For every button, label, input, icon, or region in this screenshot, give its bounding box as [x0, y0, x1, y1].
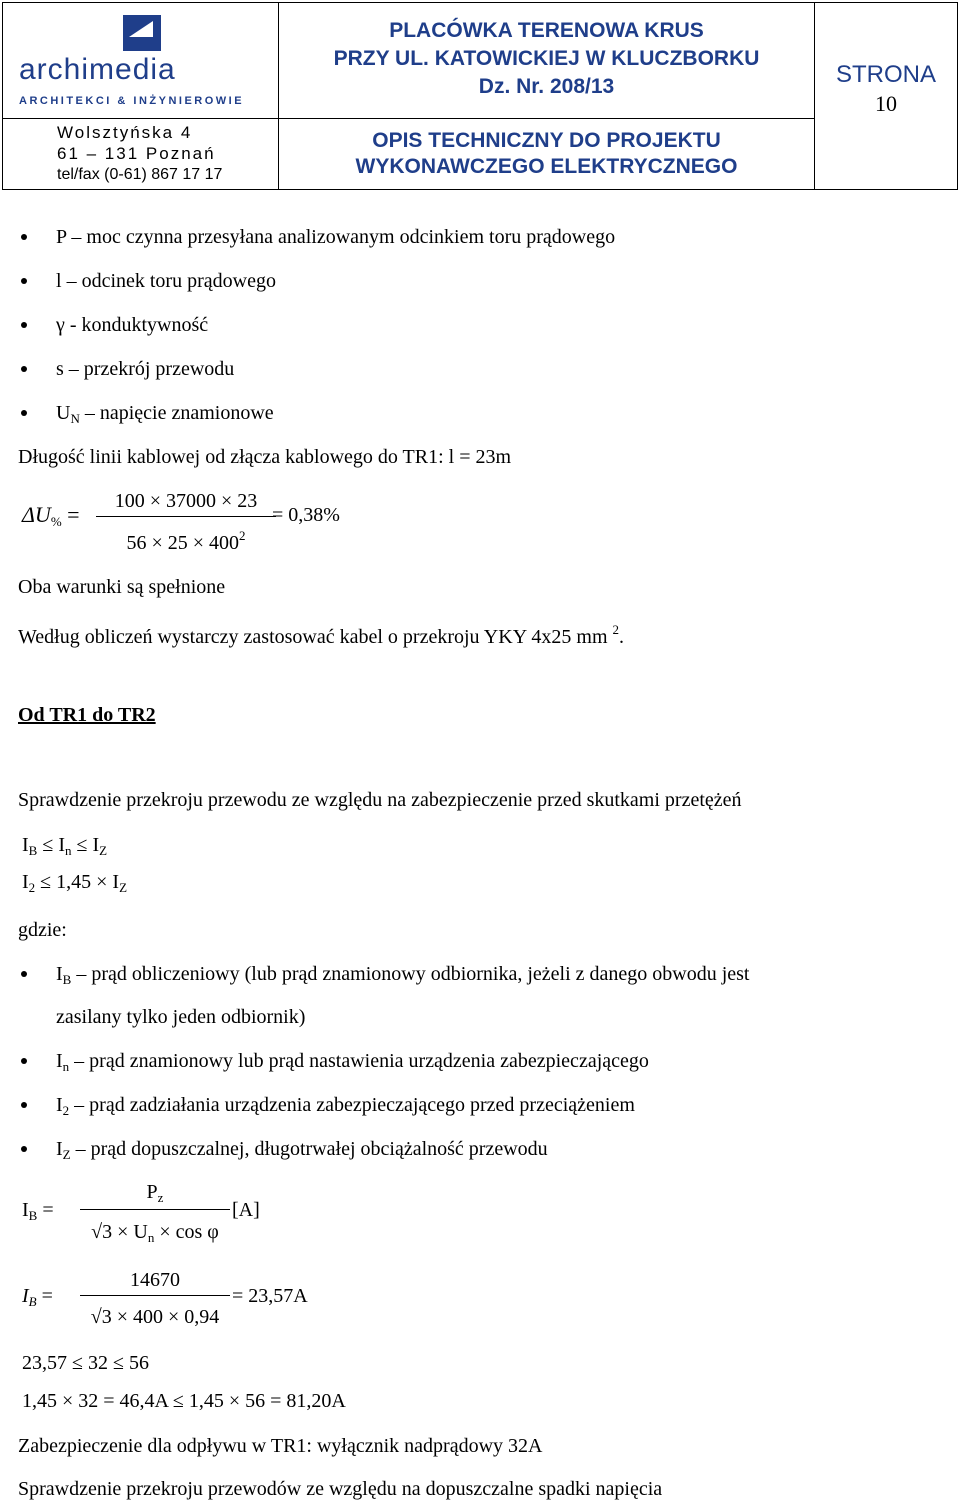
formula1-result: = 0,38% — [272, 504, 340, 526]
list-item: $U_N$ – napięcie znamionowe — [56, 402, 274, 426]
project-title-line1: PLACÓWKA TERENOWA KRUS — [389, 19, 704, 42]
cable-length-text: Długość linii kablowej od złącza kablowego do TR1: l = 23m — [18, 446, 512, 468]
conclusion-text: Oba warunki są spełnione — [18, 576, 226, 598]
protection-text: Zabezpieczenie dla odpływu w TR1: wyłącznik nadprądowy 32A — [18, 1435, 543, 1457]
list-item: s – przekrój przewodu — [56, 358, 235, 380]
bullet-icon — [21, 322, 27, 328]
formula1-lhs: $\Delta U_{\%}$ = — [22, 502, 80, 529]
formula2-lhs: $I_B$ = — [22, 1199, 54, 1223]
condition-1: $I_B \le I_n \le I_Z$ — [22, 834, 108, 858]
doc-type-line2: WYKONAWCZEGO ELEKTRYCZNEGO — [355, 155, 738, 178]
formula3-result: = 23,57A — [232, 1285, 308, 1307]
fraction-bar — [96, 516, 276, 517]
list-item: $I_Z$ – prąd dopuszczalnej, długotrwałej obciążalność przewodu — [56, 1138, 548, 1162]
header-title-cell — [279, 3, 815, 189]
bullet-icon — [21, 234, 27, 240]
fraction-bar — [80, 1209, 230, 1210]
inequality-2: 1,45 × 32 = 46,4A ≤ 1,45 × 56 = 81,20A — [22, 1390, 346, 1412]
archimedia-logo-icon — [123, 15, 161, 51]
header-page-cell — [815, 3, 957, 189]
company-brand: archimedia — [19, 53, 176, 86]
condition-2: $I_2 \le 1,45 \times I_Z$ — [22, 871, 128, 895]
list-item: $I_n$ – prąd znamionowy lub prąd nastawienia urządzenia zabezpieczającego — [56, 1050, 649, 1074]
check-description: Sprawdzenie przekroju przewodu ze względu na zabezpieczenie przed skutkami przetężeń — [18, 789, 742, 811]
bullet-icon — [21, 1058, 27, 1064]
bullet-icon — [21, 410, 27, 416]
check-description-2: Sprawdzenie przekroju przewodów ze względu na dopuszczalne spadki napięcia — [18, 1478, 663, 1500]
list-item-continuation: zasilany tylko jeden odbiornik) — [56, 1006, 306, 1028]
doc-type-line1: OPIS TECHNICZNY DO PROJEKTU — [372, 129, 721, 152]
document-header — [2, 2, 958, 190]
project-title-line2: PRZY UL. KATOWICKIEJ W KLUCZBORKU — [333, 47, 760, 70]
recommendation-text: Według obliczeń wystarczy zastosować kabel o przekroju YKY 4x25 mm $^2$. — [18, 622, 625, 648]
inequality-1: 23,57 ≤ 32 ≤ 56 — [22, 1352, 149, 1374]
list-item: $I_2$ – prąd zadziałania urządzenia zabezpieczającego przed przeciążeniem — [56, 1094, 635, 1118]
page-label: STRONA — [835, 61, 936, 88]
formula3-numerator: 14670 — [130, 1269, 180, 1291]
plot-number: Dz. Nr. 208/13 — [478, 75, 615, 98]
bullet-icon — [21, 1146, 27, 1152]
formula1-denominator: $56 \times 25 \times 400^2$ — [126, 528, 246, 554]
bullet-icon — [21, 366, 27, 372]
section-heading: Od TR1 do TR2 — [18, 704, 156, 726]
formula3-denominator: √3 × 400 × 0,94 — [90, 1306, 220, 1328]
formula2-denominator: $√3 \times U_n \times \cos \varphi$ — [91, 1221, 219, 1245]
list-item: $I_B$ – prąd obliczeniowy (lub prąd znamionowy odbiornika, jeżeli z danego obwodu jest — [56, 963, 750, 987]
where-label: gdzie: — [18, 919, 67, 941]
fraction-bar — [80, 1295, 230, 1296]
bullet-icon — [21, 1102, 27, 1108]
formula1-numerator: 100 × 37000 × 23 — [114, 490, 258, 512]
address-street: Wolsztyńska 4 — [57, 123, 193, 142]
address-city: 61 – 131 Poznań — [57, 144, 216, 163]
list-item: P – moc czynna przesyłana analizowanym odcinkiem toru prądowego — [56, 226, 616, 248]
bullet-icon — [21, 971, 27, 977]
formula2-numerator: $P_z$ — [146, 1181, 164, 1205]
formula2-unit: [A] — [232, 1199, 260, 1221]
page-number: 10 — [875, 91, 897, 116]
formula3-lhs: $I_B$ = — [22, 1285, 53, 1309]
list-item: γ - konduktywność — [56, 314, 209, 336]
header-company-cell — [3, 3, 279, 189]
list-item: l – odcinek toru prądowego — [56, 270, 276, 292]
bullet-icon — [21, 278, 27, 284]
address-phone: tel/fax (0-61) 867 17 17 — [57, 166, 223, 183]
company-tagline: ARCHITEKCI & INŻYNIEROWIE — [19, 95, 245, 107]
